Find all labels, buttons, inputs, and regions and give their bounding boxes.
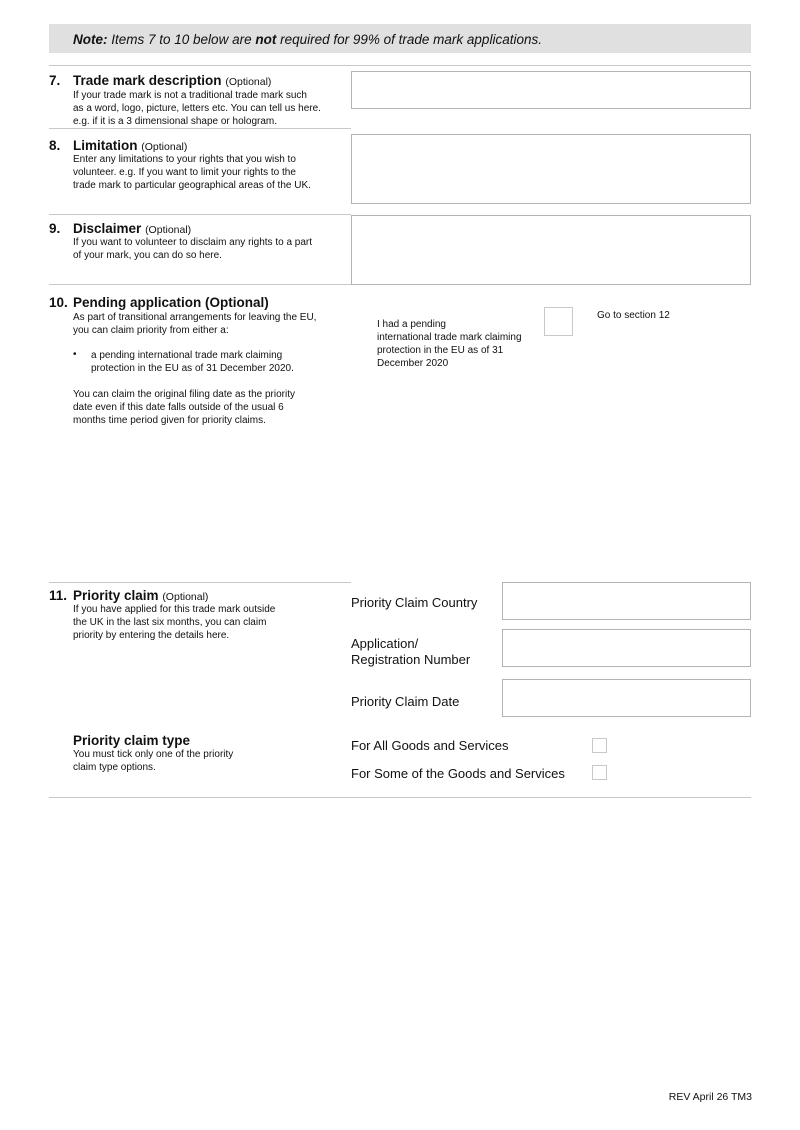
section9-description: If you want to volunteer to disclaim any rights to a part of your mark, you can do so here. [73,237,313,261]
section7-description: If your trade mark is not a traditional trade mark such as a word, logo, picture, letters etc. You can tell us here. e.g. if it is a 3 dimensional shape or hologram. [73,90,321,127]
section10-description: As part of transitional arrangements for leaving the EU, you can claim priority from either a: [73,312,317,336]
option-all-goods-label: For All Goods and Services [351,738,509,753]
priority-type-description: You must tick only one of the priority claim type options. [73,749,234,773]
divider [49,128,351,129]
trade-mark-description-input[interactable] [351,71,751,109]
note-text-after: required for 99% of trade mark applications. [276,32,542,47]
divider [49,797,751,798]
section7-title: Trade mark description (Optional) [73,73,272,88]
section8-title: Limitation (Optional) [73,138,188,153]
disclaimer-input[interactable] [351,215,751,285]
divider [49,284,351,285]
option-some-goods-label: For Some of the Goods and Services [351,766,565,781]
note-prefix: Note: [73,32,108,47]
section9-number: 9. [49,221,61,236]
pending-application-label: I had a pending international trade mark claiming protection in the EU as of 31 December 2020 [377,319,522,369]
priority-type-title: Priority claim type [73,733,191,748]
section7-number: 7. [49,73,61,88]
option-some-goods-checkbox[interactable] [592,765,607,780]
divider [49,65,751,66]
application-number-input[interactable] [502,629,751,667]
section8-number: 8. [49,138,61,153]
goto-section-12: Go to section 12 [597,310,670,321]
section10-bullet-text: a pending international trade mark claiming protection in the EU as of 31 December 2020. [91,350,294,374]
limitation-input[interactable] [351,134,751,204]
section8-description: Enter any limitations to your rights that you wish to volunteer. e.g. If you want to limit your rights to the trade mark to particular geographical areas of the UK. [73,154,311,191]
pending-application-checkbox[interactable] [544,307,573,336]
divider [49,214,351,215]
section11-number: 11. [49,588,68,603]
section10-title: Pending application (Optional) [73,295,269,310]
footer-revision: REV April 26 TM3 [668,1091,752,1103]
divider [49,582,351,583]
section11-description: If you have applied for this trade mark outside the UK in the last six months, you can claim priority by entering the details here. [73,604,276,641]
note-text-before: Items 7 to 10 below are [107,32,256,47]
priority-date-input[interactable] [502,679,751,717]
bullet-dot: • [73,349,77,360]
priority-country-input[interactable] [502,582,751,620]
note-banner [49,24,751,53]
option-all-goods-checkbox[interactable] [592,738,607,753]
note-emphasis: not [255,32,277,47]
section10-description-2: You can claim the original filing date as the priority date even if this date falls outside of the usual 6 months time period given for priority claims. [73,389,295,426]
priority-date-label: Priority Claim Date [351,694,460,709]
application-number-label: Application/ Registration Number [351,636,471,667]
section10-number: 10. [49,295,68,310]
priority-country-label: Priority Claim Country [351,595,478,610]
section11-title: Priority claim (Optional) [73,588,209,603]
section9-title: Disclaimer (Optional) [73,221,192,236]
